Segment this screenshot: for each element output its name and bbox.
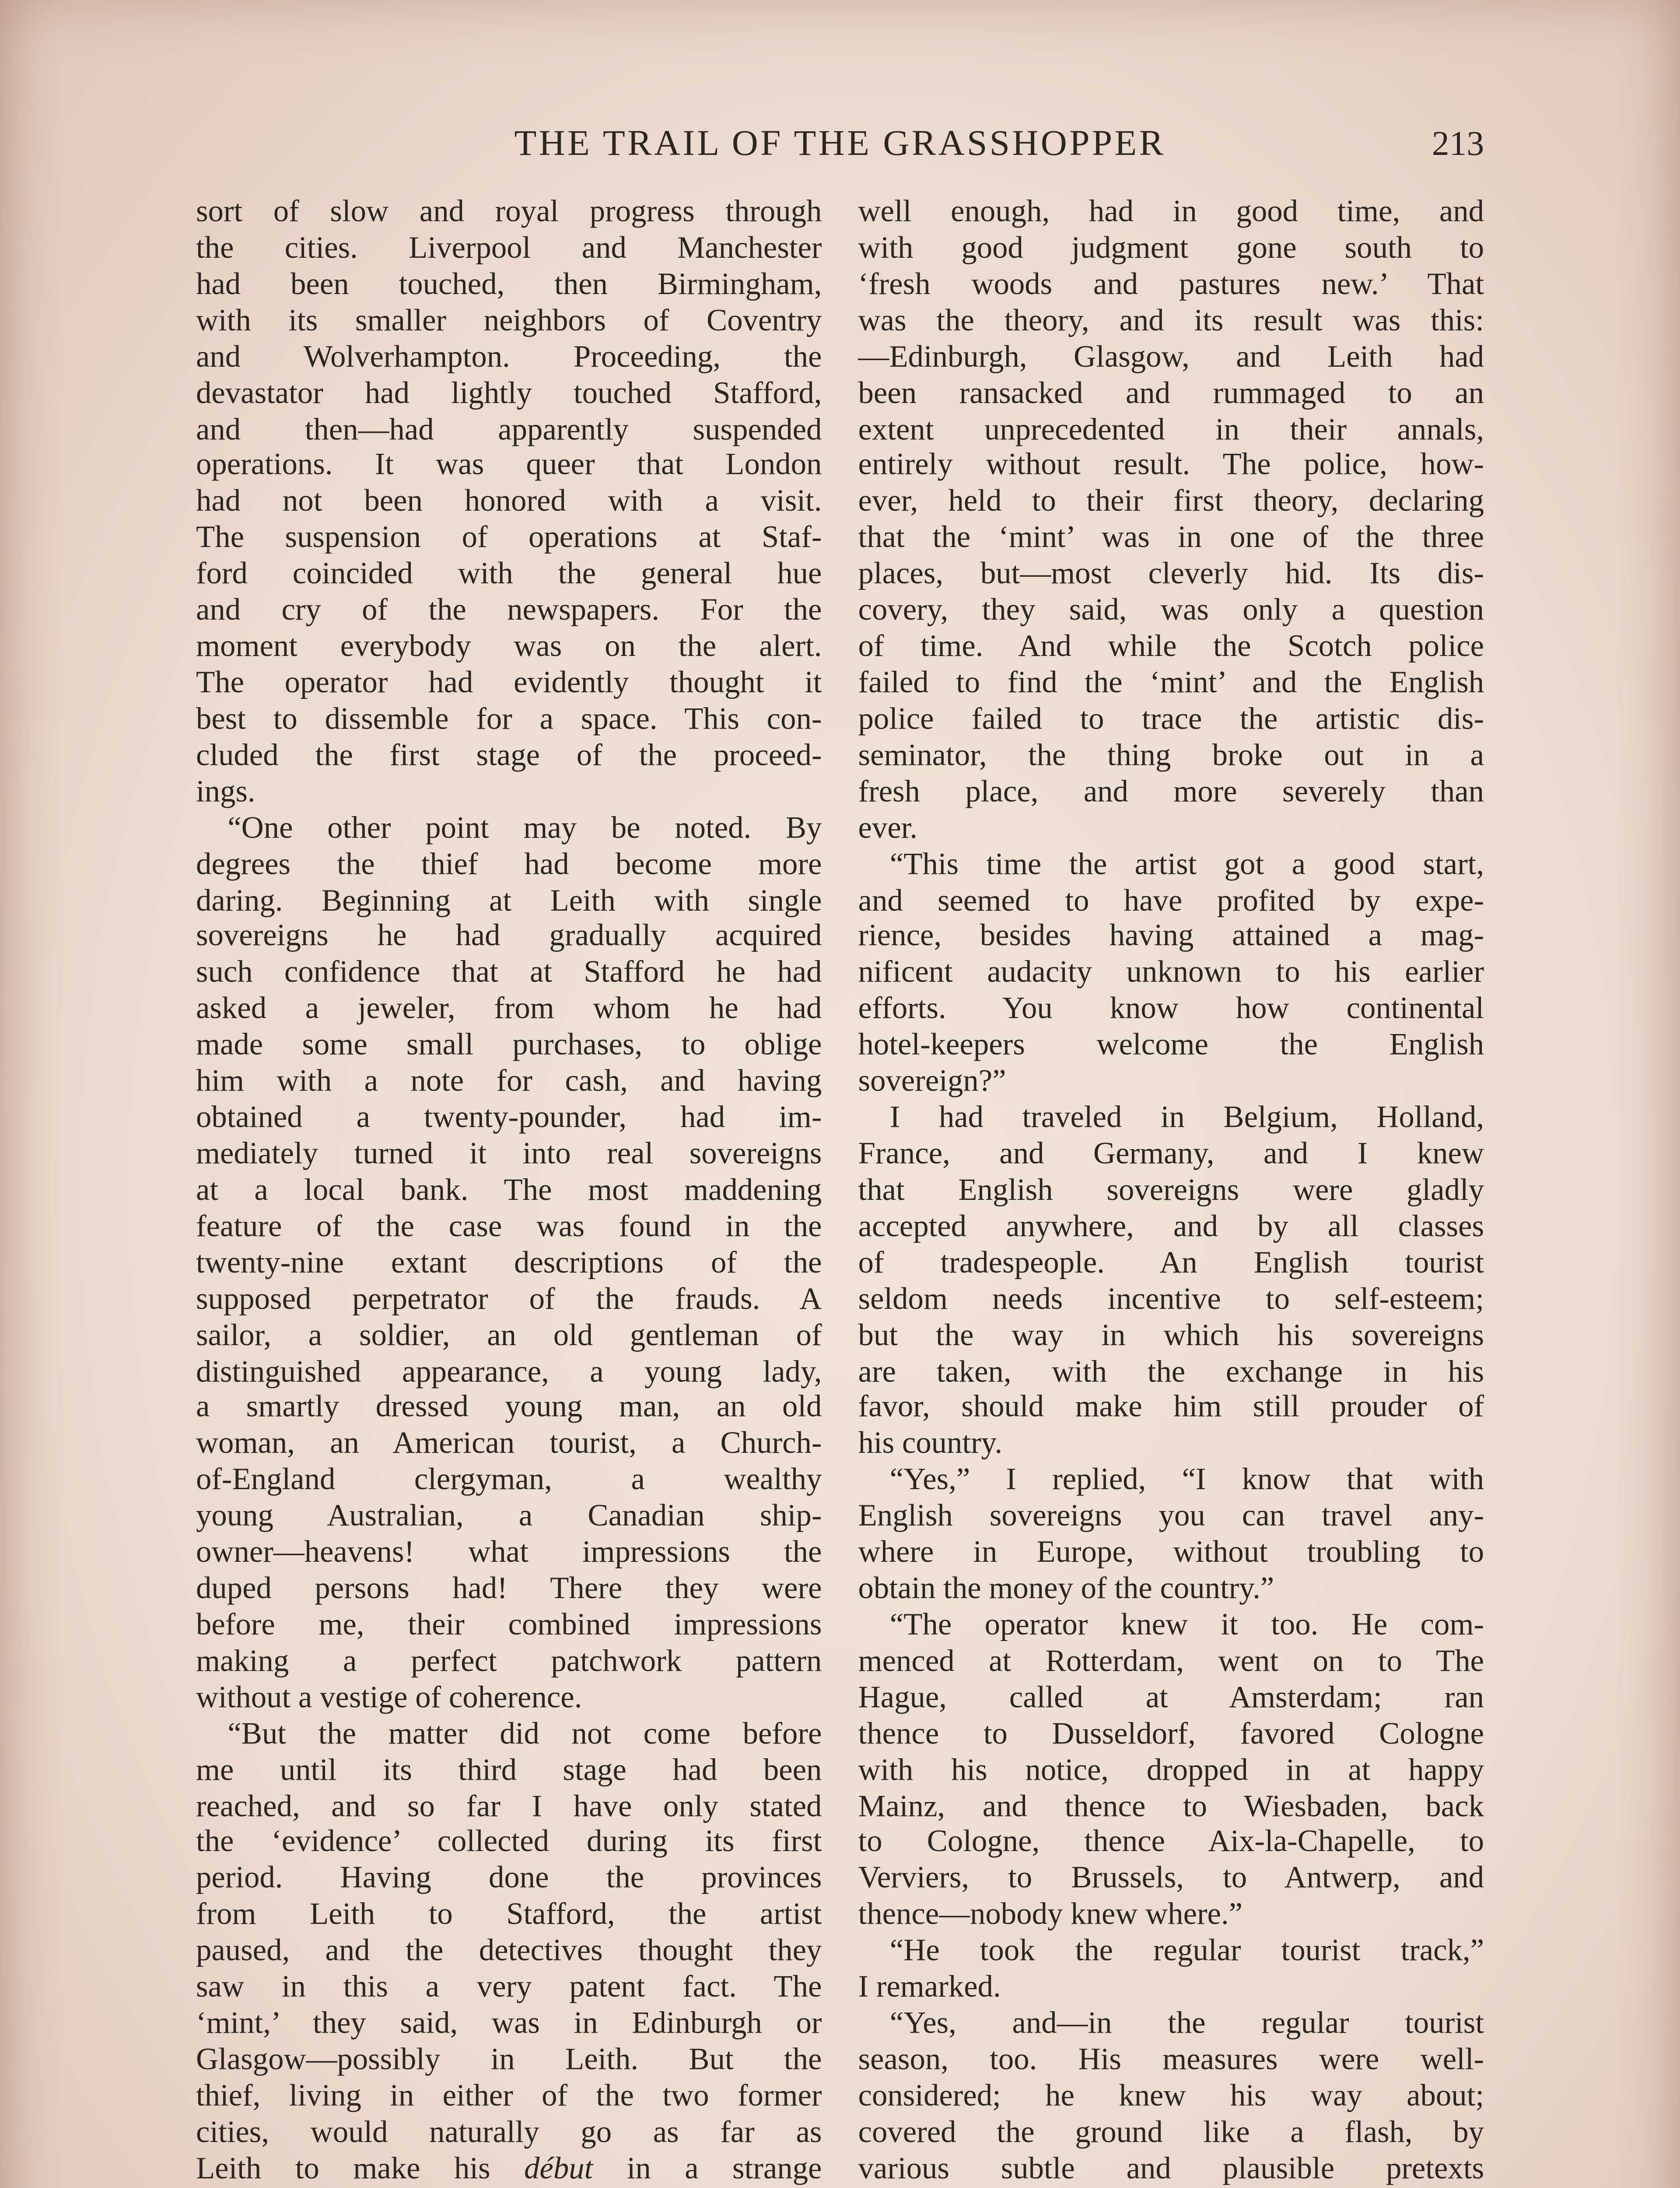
- text-line: entirely without result. The police, how-: [858, 449, 1484, 483]
- text-line: saw in this a very patent fact. The: [196, 1971, 822, 2005]
- text-line: “Yes, and—in the regular tourist: [889, 2008, 1484, 2041]
- text-line: seminator, the thing broke out in a: [858, 739, 1484, 773]
- text-line: distinguished appearance, a young lady,: [196, 1355, 822, 1389]
- text-line: degrees the thief had become more: [196, 848, 822, 882]
- text-line: Leith to make his début in a strange: [196, 2153, 822, 2186]
- text-line: devastator had lightly touched Stafford,: [196, 377, 822, 410]
- text-line: reached, and so far I have only stated: [196, 1790, 822, 1824]
- text-line: places, but—most cleverly hid. Its dis-: [858, 558, 1484, 592]
- text-line: The operator had evidently thought it: [196, 667, 822, 701]
- text-line: Mainz, and thence to Wiesbaden, back: [858, 1790, 1484, 1824]
- text-line: had not been honored with a visit.: [196, 486, 822, 519]
- text-line: mediately turned it into real sovereigns: [196, 1138, 822, 1171]
- text-line: before me, their combined impressions: [196, 1609, 822, 1643]
- page-number: 213: [1432, 123, 1484, 163]
- text-line: nificent audacity unknown to his earlier: [858, 957, 1484, 990]
- text-line: season, too. His measures were well-: [858, 2044, 1484, 2077]
- text-line: menced at Rotterdam, went on to The: [858, 1645, 1484, 1679]
- text-line: woman, an American tourist, a Church-: [196, 1428, 822, 1462]
- text-line: me until its third stage had been: [196, 1754, 822, 1788]
- text-line: ‘mint,’ they said, was in Edinburgh or: [196, 2008, 822, 2041]
- text-line: a smartly dressed young man, an old: [196, 1392, 822, 1425]
- text-line: —Edinburgh, Glasgow, and Leith had: [858, 341, 1484, 375]
- text-line: his country.: [858, 1428, 1003, 1462]
- text-line: rience, besides having attained a mag-: [858, 921, 1484, 954]
- text-line: with its smaller neighbors of Coventry: [196, 305, 822, 338]
- text-line: ever, held to their first theory, declaring: [858, 486, 1484, 519]
- text-line: thief, living in either of the two former: [196, 2080, 822, 2114]
- text-line: fresh place, and more severely than: [858, 775, 1484, 809]
- text-line: covered the ground like a flash, by: [858, 2116, 1484, 2150]
- text-line: but the way in which his sovereigns: [858, 1319, 1484, 1353]
- text-line: cities, would naturally go as far as: [196, 2116, 822, 2150]
- text-line: been ransacked and rummaged to an: [858, 377, 1484, 410]
- text-line: thence to Dusseldorf, favored Cologne: [858, 1718, 1484, 1751]
- text-line: that English sovereigns were gladly: [858, 1174, 1484, 1208]
- text-line: him with a note for cash, and having: [196, 1066, 822, 1099]
- text-line: with good judgment gone south to: [858, 232, 1484, 266]
- text-line: favor, should make him still prouder of: [858, 1392, 1484, 1425]
- text-line: at a local bank. The most maddening: [196, 1174, 822, 1208]
- text-line: ‘fresh woods and pastures new.’ That: [858, 268, 1484, 302]
- text-line: the cities. Liverpool and Manchester: [196, 232, 822, 266]
- text-line: of tradespeople. An English tourist: [858, 1247, 1484, 1280]
- text-line: young Australian, a Canadian ship-: [196, 1500, 822, 1534]
- text-line: France, and Germany, and I knew: [858, 1138, 1484, 1171]
- text-line: obtained a twenty-pounder, had im-: [196, 1102, 822, 1135]
- text-line: supposed perpetrator of the frauds. A: [196, 1283, 822, 1316]
- text-line: obtain the money of the country.”: [858, 1573, 1274, 1606]
- text-line: considered; he knew his way about;: [858, 2080, 1484, 2114]
- text-line: from Leith to Stafford, the artist: [196, 1899, 822, 1932]
- text-line: sovereigns he had gradually acquired: [196, 921, 822, 954]
- text-line: police failed to trace the artistic dis-: [858, 703, 1484, 737]
- text-line: was the theory, and its result was this:: [858, 305, 1484, 338]
- text-line: asked a jeweler, from whom he had: [196, 993, 822, 1027]
- text-line: various subtle and plausible pretexts: [858, 2153, 1484, 2186]
- text-line: I remarked.: [858, 1971, 1001, 2005]
- text-line: such confidence that at Stafford he had: [196, 957, 822, 990]
- text-line: Glasgow—possibly in Leith. But the: [196, 2044, 822, 2077]
- text-line: English sovereigns you can travel any-: [858, 1500, 1484, 1534]
- text-line: without a vestige of coherence.: [196, 1681, 582, 1715]
- text-line: sailor, a soldier, an old gentleman of: [196, 1319, 822, 1353]
- text-line: the ‘evidence’ collected during its first: [196, 1827, 822, 1860]
- text-line: daring. Beginning at Leith with single: [196, 884, 822, 918]
- text-line: sort of slow and royal progress through: [196, 196, 822, 229]
- text-line: feature of the case was found in the: [196, 1210, 822, 1244]
- text-line: ever.: [858, 812, 918, 845]
- text-column-left: [196, 196, 822, 2188]
- text-line: “One other point may be noted. By: [228, 812, 822, 845]
- text-line: with his notice, dropped in at happy: [858, 1754, 1484, 1788]
- text-line: paused, and the detectives thought they: [196, 1935, 822, 1969]
- text-line: “He took the regular tourist track,”: [889, 1935, 1484, 1969]
- text-line: and Wolverhampton. Proceeding, the: [196, 341, 822, 375]
- text-line: Hague, called at Amsterdam; ran: [858, 1681, 1484, 1715]
- text-line: I had traveled in Belgium, Holland,: [889, 1102, 1484, 1135]
- text-line: efforts. You know how continental: [858, 993, 1484, 1027]
- text-line: The suspension of operations at Staf-: [196, 522, 822, 556]
- text-line: failed to find the ‘mint’ and the English: [858, 667, 1484, 701]
- text-line: of-England clergyman, a wealthy: [196, 1464, 822, 1497]
- text-line: extent unprecedented in their annals,: [858, 413, 1484, 447]
- text-line: hotel-keepers welcome the English: [858, 1029, 1484, 1063]
- text-line: moment everybody was on the alert.: [196, 631, 822, 664]
- running-title: THE TRAIL OF THE GRASSHOPPER: [514, 123, 1166, 163]
- text-line: duped persons had! There they were: [196, 1573, 822, 1606]
- text-line: made some small purchases, to oblige: [196, 1029, 822, 1063]
- text-line: period. Having done the provinces: [196, 1862, 822, 1896]
- text-line: operations. It was queer that London: [196, 449, 822, 483]
- text-line: seldom needs incentive to self-esteem;: [858, 1283, 1484, 1316]
- text-line: Verviers, to Brussels, to Antwerp, and: [858, 1862, 1484, 1896]
- text-line: and cry of the newspapers. For the: [196, 594, 822, 628]
- text-line: well enough, had in good time, and: [858, 196, 1484, 229]
- text-line: twenty-nine extant descriptions of the: [196, 1247, 822, 1280]
- text-line: to Cologne, thence Aix-la-Chapelle, to: [858, 1827, 1484, 1860]
- text-line: thence—nobody knew where.”: [858, 1899, 1243, 1932]
- text-line: cluded the first stage of the proceed-: [196, 739, 822, 773]
- text-line: covery, they said, was only a question: [858, 594, 1484, 628]
- text-line: and seemed to have profited by expe-: [858, 884, 1484, 918]
- text-line: ings.: [196, 775, 256, 809]
- text-line: and then—had apparently suspended: [196, 413, 822, 447]
- text-line: accepted anywhere, and by all classes: [858, 1210, 1484, 1244]
- text-line: making a perfect patchwork pattern: [196, 1645, 822, 1679]
- text-column-right: [858, 196, 1484, 2188]
- text-line: of time. And while the Scotch police: [858, 631, 1484, 664]
- text-line: where in Europe, without troubling to: [858, 1536, 1484, 1570]
- text-line: owner—heavens! what impressions the: [196, 1536, 822, 1570]
- text-line: that the ‘mint’ was in one of the three: [858, 522, 1484, 556]
- text-line: “This time the artist got a good start,: [889, 848, 1484, 882]
- text-line: sovereign?”: [858, 1066, 1006, 1099]
- text-line: “The operator knew it too. He com-: [889, 1609, 1484, 1643]
- text-line: are taken, with the exchange in his: [858, 1355, 1484, 1389]
- text-line: had been touched, then Birmingham,: [196, 268, 822, 302]
- text-line: ford coincided with the general hue: [196, 558, 822, 592]
- text-line: “Yes,” I replied, “I know that with: [889, 1464, 1484, 1497]
- text-line: “But the matter did not come before: [228, 1718, 822, 1751]
- text-line: best to dissemble for a space. This con-: [196, 703, 822, 737]
